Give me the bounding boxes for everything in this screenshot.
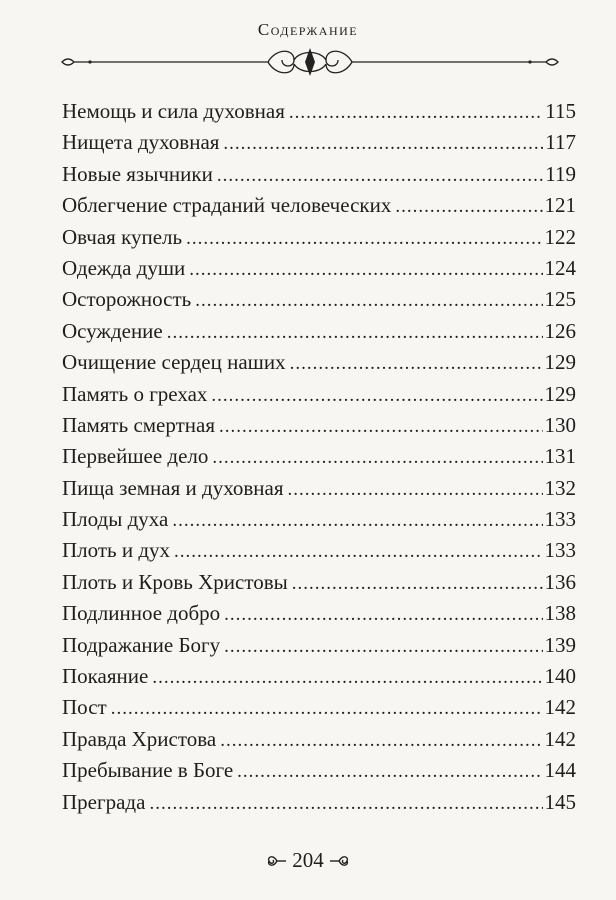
toc-entry bbox=[62, 441, 576, 472]
page-header: Содержание bbox=[257, 20, 359, 39]
leader-dots bbox=[211, 380, 542, 411]
toc-entry-title: Подлинное добро bbox=[62, 601, 221, 626]
toc-entry-title: Пребывание в Боге bbox=[62, 758, 234, 783]
leader-dots bbox=[395, 191, 542, 222]
toc-entry bbox=[62, 222, 576, 253]
toc-entry-page: 129 bbox=[544, 350, 576, 375]
toc-entry-title: Нищета духовная bbox=[62, 130, 220, 155]
toc-entry-title: Память о грехах bbox=[62, 381, 208, 406]
toc-entry-title: Облегчение страданий человеческих bbox=[62, 193, 392, 218]
leader-dots bbox=[288, 474, 543, 505]
toc-entry-page: 124 bbox=[544, 255, 576, 280]
toc-entry bbox=[62, 253, 576, 284]
leader-dots bbox=[289, 97, 543, 128]
leader-dots bbox=[217, 160, 543, 191]
toc-entry bbox=[62, 379, 576, 410]
ornament-divider-icon bbox=[60, 44, 560, 80]
page-number: 204 bbox=[292, 848, 324, 872]
toc-entry-page: 125 bbox=[544, 287, 576, 312]
toc-entry-title: Покаяние bbox=[62, 664, 149, 689]
leader-dots bbox=[237, 756, 542, 787]
toc-entry-title: Пост bbox=[62, 695, 107, 720]
toc-entry-title: Немощь и сила духовная bbox=[62, 99, 285, 123]
leader-dots bbox=[292, 568, 543, 599]
toc-entry-title: Овчая купель bbox=[62, 224, 183, 249]
leader-dots bbox=[195, 285, 542, 316]
toc-entry-title: Осуждение bbox=[62, 318, 163, 343]
toc-entry-title: Плоть и Кровь Христовы bbox=[62, 569, 288, 594]
toc-entry bbox=[62, 284, 576, 315]
toc-entry-page: 131 bbox=[544, 444, 576, 469]
toc-entry bbox=[62, 724, 576, 755]
toc-entry bbox=[62, 316, 576, 347]
toc-entry bbox=[62, 190, 576, 221]
right-flourish-icon bbox=[328, 852, 350, 870]
toc-entry-title: Память смертная bbox=[62, 412, 215, 437]
leader-dots bbox=[223, 128, 543, 159]
toc-entry-page: 129 bbox=[544, 381, 576, 406]
toc-entry bbox=[62, 692, 576, 723]
toc-entry bbox=[62, 567, 576, 598]
leader-dots bbox=[220, 725, 542, 756]
toc-entry bbox=[62, 159, 576, 190]
toc-entry bbox=[62, 410, 576, 441]
leader-dots bbox=[224, 631, 542, 662]
leader-dots bbox=[186, 223, 542, 254]
toc-entry bbox=[62, 96, 576, 127]
toc-entry-page: 142 bbox=[544, 695, 576, 720]
toc-entry-page: 117 bbox=[545, 130, 576, 155]
toc-entry bbox=[62, 127, 576, 158]
toc-entry-title: Правда Христова bbox=[62, 726, 217, 751]
toc-entry bbox=[62, 630, 576, 661]
toc-entry-title: Первейшее дело bbox=[62, 444, 209, 469]
toc-entry-page: 138 bbox=[544, 601, 576, 626]
leader-dots bbox=[172, 505, 542, 536]
toc-entry-page: 140 bbox=[544, 664, 576, 689]
toc-entry bbox=[62, 504, 576, 535]
toc-entry-page: 133 bbox=[544, 507, 576, 532]
toc-entry-page: 121 bbox=[544, 193, 576, 218]
toc-entry bbox=[62, 755, 576, 786]
leader-dots bbox=[219, 411, 543, 442]
table-of-contents bbox=[62, 96, 576, 818]
toc-entry bbox=[62, 535, 576, 566]
leader-dots bbox=[167, 317, 543, 348]
leader-dots bbox=[212, 442, 542, 473]
toc-entry-title: Пища земная и духовная bbox=[62, 475, 284, 500]
toc-entry bbox=[62, 787, 576, 818]
toc-entry-title: Осторожность bbox=[62, 287, 192, 312]
toc-entry-page: 144 bbox=[544, 758, 576, 783]
toc-entry-page: 142 bbox=[544, 726, 576, 751]
toc-entry-page: 126 bbox=[544, 318, 576, 343]
toc-entry-title: Новые язычники bbox=[62, 161, 213, 186]
toc-entry-page: 136 bbox=[544, 569, 576, 594]
toc-entry-page: 139 bbox=[544, 632, 576, 657]
toc-entry-title: Одежда души bbox=[62, 255, 186, 280]
left-flourish-icon bbox=[266, 852, 288, 870]
leader-dots bbox=[189, 254, 542, 285]
leader-dots bbox=[290, 348, 543, 379]
toc-entry-title: Преграда bbox=[62, 789, 146, 814]
toc-entry bbox=[62, 347, 576, 378]
toc-entry-title: Плоды духа bbox=[62, 507, 169, 532]
leader-dots bbox=[174, 536, 542, 567]
toc-entry-page: 130 bbox=[544, 412, 576, 437]
toc-entry bbox=[62, 598, 576, 629]
toc-entry-title: Очищение сердец наших bbox=[62, 350, 286, 375]
leader-dots bbox=[224, 599, 542, 630]
toc-entry-page: 133 bbox=[544, 538, 576, 563]
toc-entry bbox=[62, 661, 576, 692]
toc-entry-page: 145 bbox=[544, 789, 576, 814]
toc-entry bbox=[62, 473, 576, 504]
leader-dots bbox=[111, 693, 543, 724]
toc-entry-page: 119 bbox=[545, 161, 576, 186]
toc-entry-title: Подражание Богу bbox=[62, 632, 221, 657]
toc-entry-page: 122 bbox=[544, 224, 576, 249]
leader-dots bbox=[152, 662, 542, 693]
leader-dots bbox=[149, 788, 542, 819]
toc-entry-page: 115 bbox=[545, 99, 576, 123]
toc-entry-page: 132 bbox=[544, 475, 576, 500]
page-footer bbox=[0, 848, 616, 873]
toc-entry-title: Плоть и дух bbox=[62, 538, 171, 563]
